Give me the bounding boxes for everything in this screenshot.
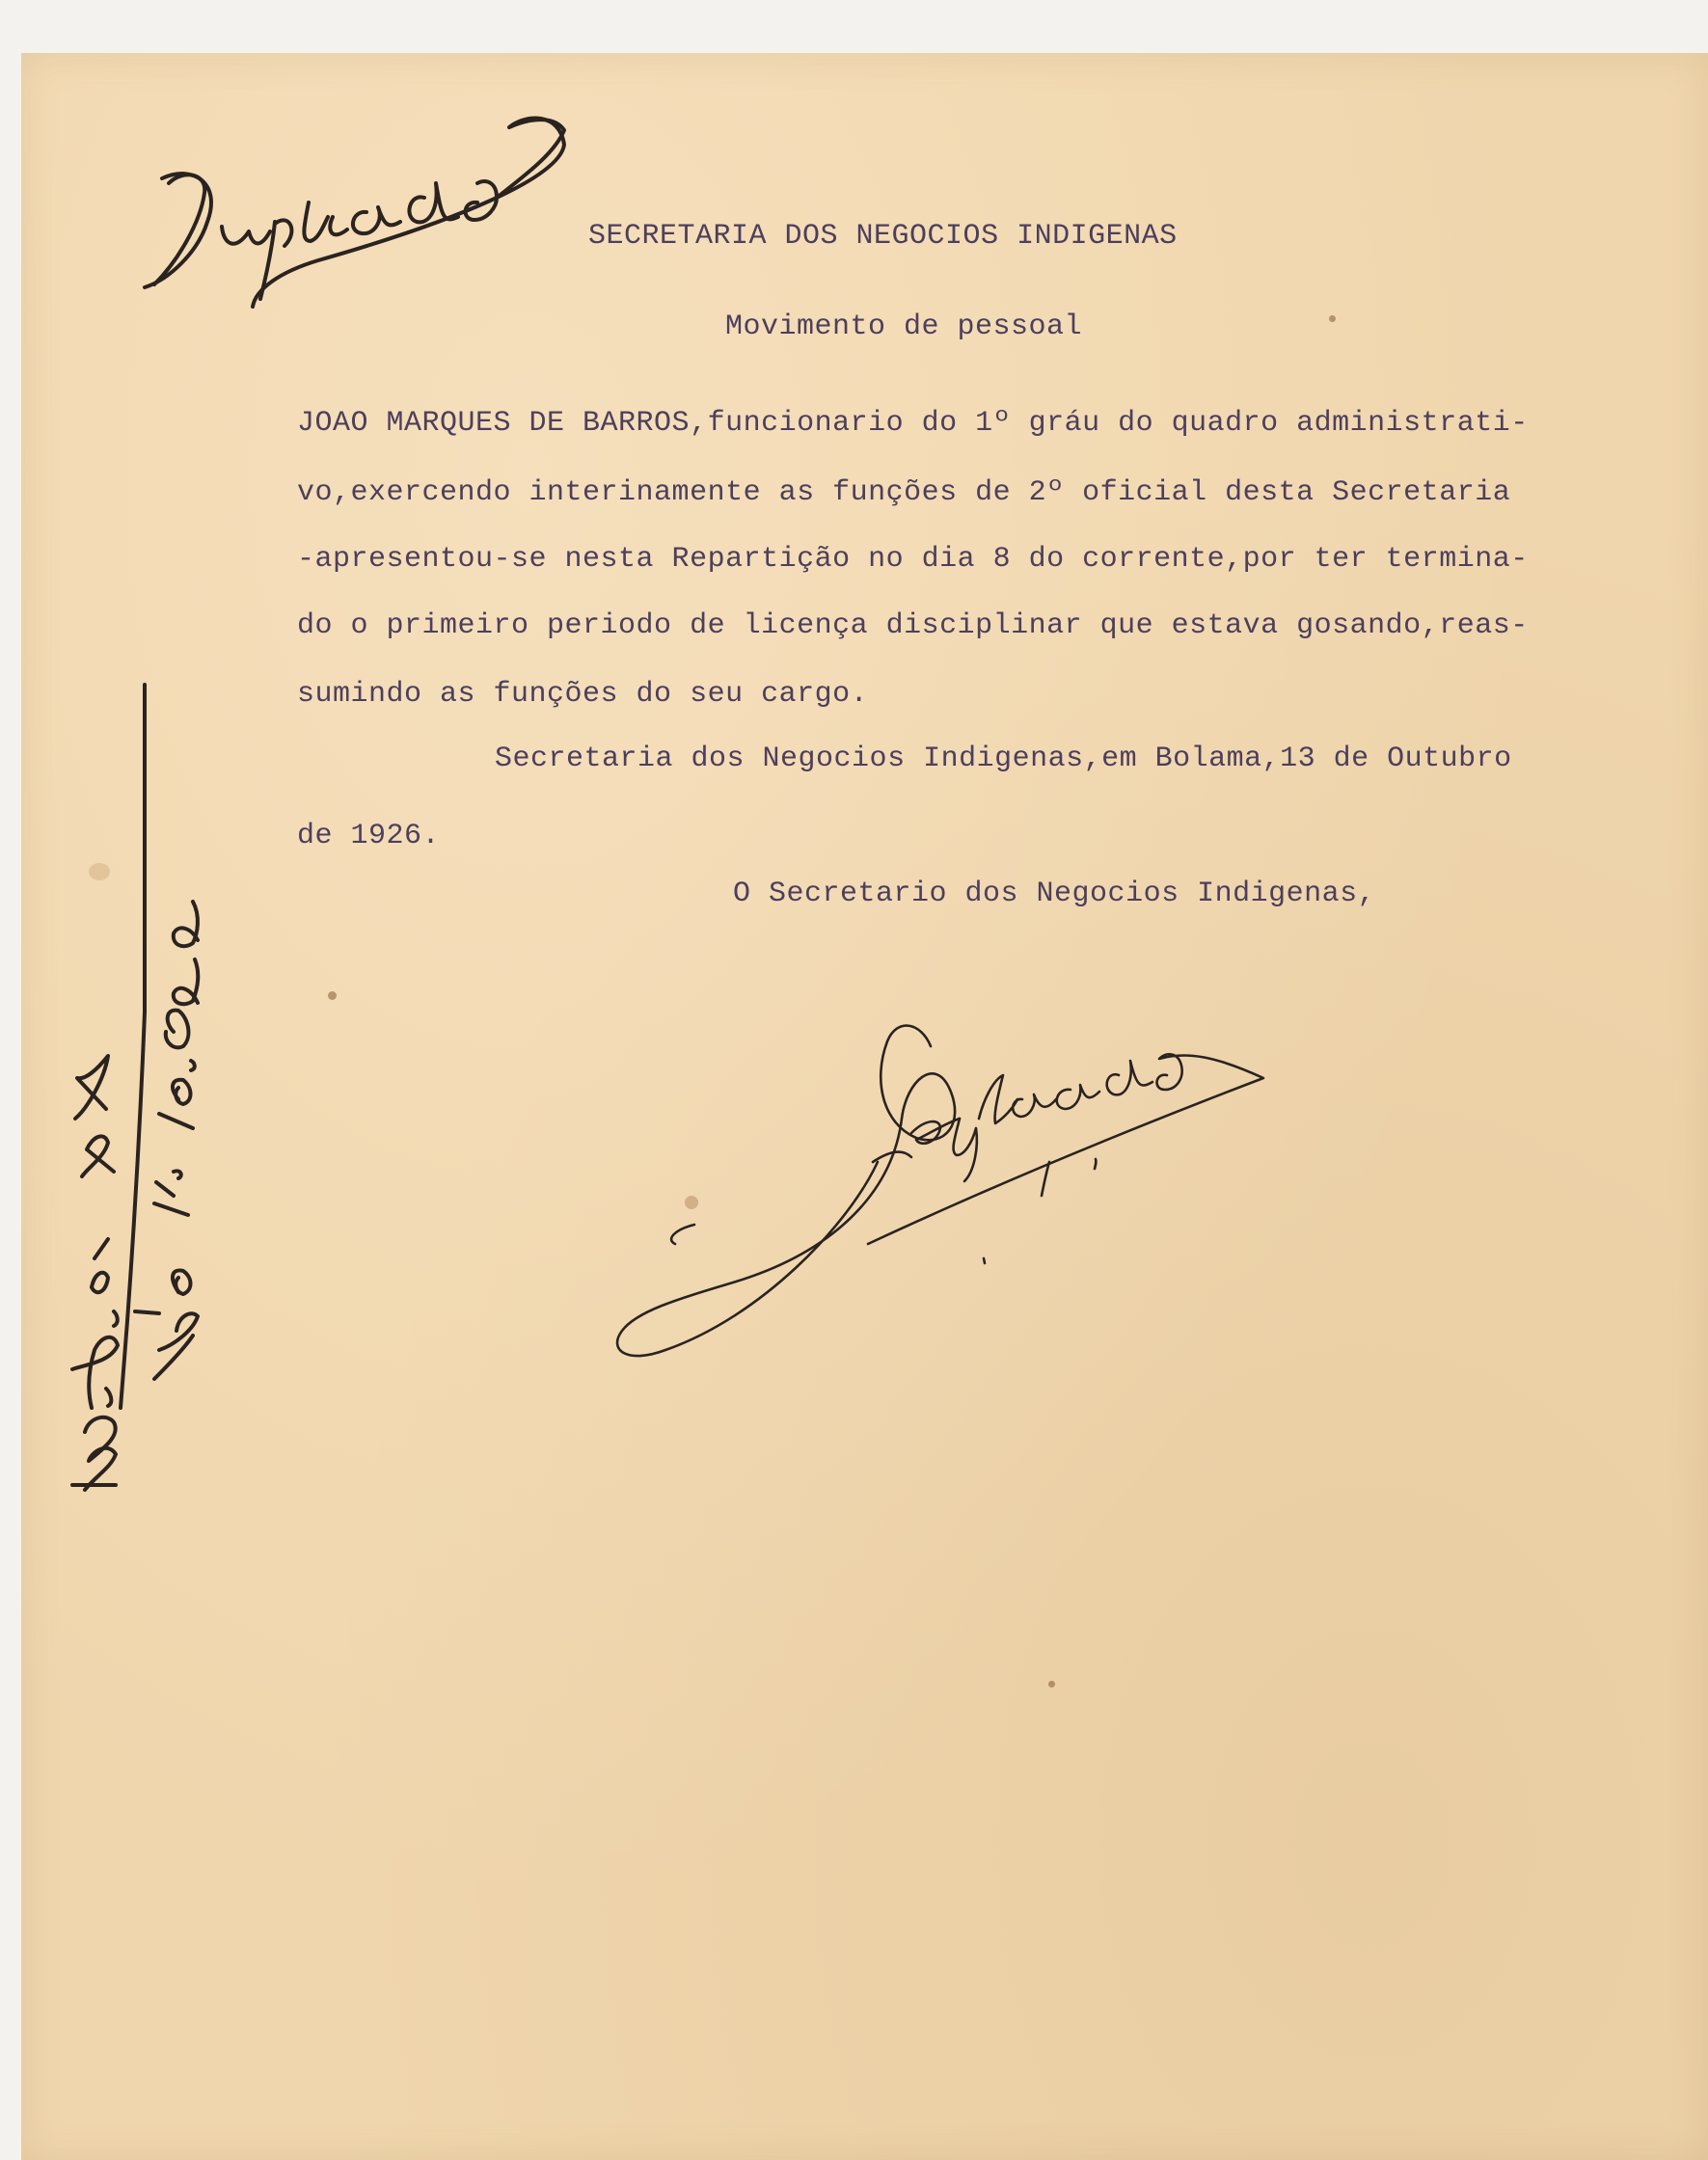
document-subheading: Movimento de pessoal bbox=[725, 310, 1083, 343]
top-annotation-handwriting bbox=[145, 118, 564, 307]
body-line-5: sumindo as funções do seu cargo. bbox=[297, 678, 869, 711]
body-line-1: JOAO MARQUES DE BARROS,funcionario do 1º gráu do quadro administrati- bbox=[297, 407, 1529, 440]
signature-handwriting bbox=[617, 1026, 1263, 1357]
body-line-2: vo,exercendo interinamente as funções de 2º oficial desta Secretaria bbox=[297, 476, 1511, 509]
body-line-3: -apresentou-se nesta Repartição no dia 8 do corrente,por ter termina- bbox=[297, 543, 1529, 576]
body-line-4: do o primeiro periodo de licença disciplinar que estava gosando,reas- bbox=[297, 609, 1529, 642]
document-heading: SECRETARIA DOS NEGOCIOS INDIGENAS bbox=[588, 220, 1178, 253]
place-date-line: Secretaria dos Negocios Indigenas,em Bolama,13 de Outubro bbox=[495, 742, 1512, 775]
margin-note-handwriting bbox=[72, 685, 198, 1490]
closing-line: O Secretario dos Negocios Indigenas, bbox=[733, 878, 1376, 910]
place-date-year: de 1926. bbox=[297, 820, 441, 852]
